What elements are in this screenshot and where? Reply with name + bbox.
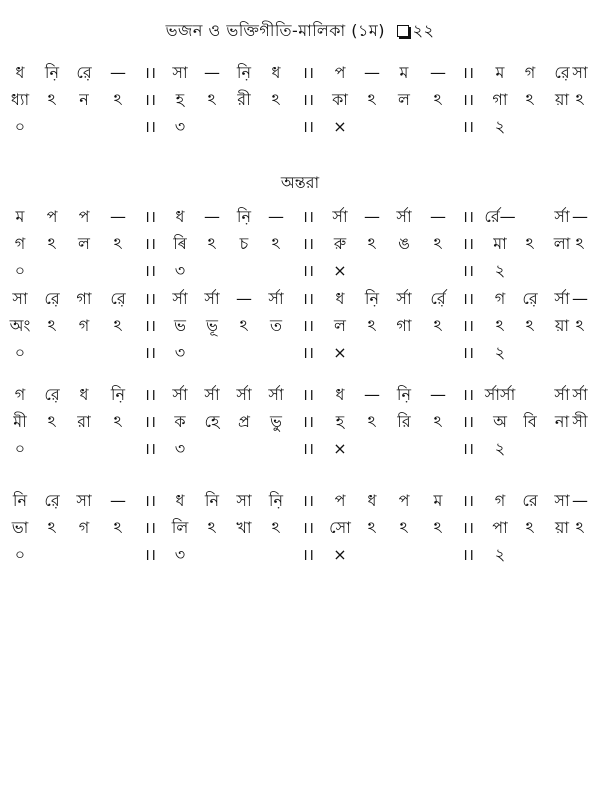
notation-cell: সী [572,412,588,431]
bar-line: ।। [461,518,475,537]
bar-line: ।। [461,63,475,82]
notation-cell: র্সা [572,385,588,404]
notation-cell: ধ [367,491,377,510]
notation-cell: ল [398,90,410,109]
notation-cell: রু [333,234,347,253]
notation-cell: ম [495,63,505,82]
notation-cell: ০ [14,439,26,458]
notation-cell: র্সা [172,385,188,404]
notation-cell: ২ [494,343,506,362]
notation-cell: রে [522,491,538,510]
notation-cell: ঽ [271,234,281,253]
notation-cell: ২ [494,117,506,136]
notation-cell: ৩ [174,343,186,362]
bar-line: ।। [143,518,157,537]
bar-line: ।। [143,207,157,226]
notation-cell: ধ [175,491,185,510]
bar-line: ।। [461,412,475,431]
notation-cell: ভু [270,412,282,431]
notation-cell: গ [14,385,26,404]
notation-cell: র্সা [204,289,220,308]
notation-cell: ঽ [367,412,377,431]
notation-cell: ঽ [433,316,443,335]
notation-cell: ৰি [173,234,187,253]
notation-cell: প্র [238,412,250,431]
notation-cell: — [204,207,220,226]
notation-cell: ধ [15,63,25,82]
notation-cell: সা [554,491,570,510]
lyric-row [0,517,600,539]
bar-line: ।। [143,439,157,458]
page-header [0,18,600,45]
notation-cell: র্সা [204,385,220,404]
notation-cell: — [110,491,126,510]
notation-cell: খা [236,518,252,537]
notation-cell: গা [396,316,412,335]
notation-cell: ঽ [271,518,281,537]
bar-line: ।। [461,439,475,458]
notation-cell: ন [79,90,89,109]
bar-line: ।। [461,491,475,510]
notation-cell: র্সা [268,289,284,308]
notation-cell: — [268,207,284,226]
bar-line: ।। [143,385,157,404]
notation-cell: রে় [76,63,92,82]
bar-line: ।। [143,261,157,280]
notation-cell: হ [335,412,345,431]
notation-cell: নি় [110,385,126,404]
notation-cell: — [430,63,446,82]
notation-cell: ঽ [575,90,585,109]
notation-cell: রে় [522,289,538,308]
notation-cell: অ [493,412,507,431]
bar-line: ।। [301,385,315,404]
notation-cell: ধ্যা [10,90,30,109]
notation-cell: সা [76,491,92,510]
bar-line: ।। [143,63,157,82]
notation-cell: রে় [44,289,60,308]
bar-line: ।। [143,90,157,109]
notation-cell: গা [76,289,92,308]
notation-cell: ঽ [433,518,443,537]
notation-cell: রে় [44,491,60,510]
notation-cell: না [554,412,570,431]
notation-cell: র্সা [332,207,348,226]
notation-cell: রী [237,90,251,109]
notation-cell: নি় [236,63,252,82]
lyric-row [0,233,600,255]
notation-cell: — [572,289,588,308]
notation-cell: হ [175,90,185,109]
notation-cell: ঽ [207,234,217,253]
notation-cell: গ [524,63,536,82]
notation-cell: ২ [494,439,506,458]
bar-line: ।। [143,289,157,308]
notation-cell: × [333,545,347,564]
notation-cell: ধ [271,63,281,82]
notation-cell: ধ [175,207,185,226]
notation-cell: ম [433,491,443,510]
swara-row [0,206,600,228]
tala-row [0,342,600,364]
notation-cell: র্সা [236,385,252,404]
notation-cell: নি [204,491,220,510]
notation-cell: — [236,289,252,308]
notation-cell: ঽ [495,316,505,335]
bar-line: ।। [301,316,315,335]
notation-cell: ৩ [174,439,186,458]
notation-cell: য়া [554,316,570,335]
notation-cell: ৩ [174,261,186,280]
notation-cell: ঽ [433,234,443,253]
notation-cell: রে় [110,289,126,308]
notation-cell: × [333,439,347,458]
notation-cell: গ [494,289,506,308]
notation-cell: ২ [494,545,506,564]
notation-cell: ভূ [206,316,218,335]
notation-cell: ঽ [525,518,535,537]
notation-cell: গ [78,518,90,537]
notation-cell: × [333,343,347,362]
bar-line: ।। [301,289,315,308]
notation-cell: ঽ [239,316,249,335]
notation-cell: য়া [554,90,570,109]
notation-cell: মী [13,412,27,431]
notation-cell: — [572,491,588,510]
notation-cell: ভ [174,316,186,335]
notation-cell: × [333,261,347,280]
bar-line: ।। [461,90,475,109]
notation-cell: সা [172,63,188,82]
notation-cell: রা [77,412,91,431]
notation-cell: নি় [268,491,284,510]
notation-cell: পা [492,518,508,537]
notation-cell: ঽ [367,518,377,537]
notation-cell: প [334,491,346,510]
notation-cell: ত [269,316,283,335]
notation-cell: নি় [396,385,412,404]
bar-line: ।। [461,289,475,308]
notation-cell: রে় [554,63,570,82]
notation-cell: ম [15,207,25,226]
notation-cell: ঽ [113,412,123,431]
notation-cell: ঽ [47,412,57,431]
notation-cell: ২ [494,261,506,280]
notation-cell: ভা [11,518,29,537]
notation-cell: র্সার্সা [484,385,516,404]
bar-line: ।। [143,491,157,510]
bar-line: ।। [461,207,475,226]
notation-cell: ঽ [47,316,57,335]
lyric-row [0,315,600,337]
notation-cell: ঽ [433,412,443,431]
notation-cell: ঽ [575,316,585,335]
bar-line: ।। [461,117,475,136]
notation-cell: হে [204,412,220,431]
notation-cell: ঽ [399,518,409,537]
notation-cell: নি় [364,289,380,308]
notation-cell: — [110,63,126,82]
notation-cell: ঽ [113,90,123,109]
notation-cell: সো [329,518,351,537]
notation-cell: ধ [335,385,345,404]
notation-cell: ঽ [47,518,57,537]
notation-cell: ধ [335,289,345,308]
notation-cell: ৩ [174,117,186,136]
tala-row [0,544,600,566]
notation-cell: মা [493,234,507,253]
swara-row [0,490,600,512]
bar-line: ।। [301,234,315,253]
bar-line: ।। [301,90,315,109]
bar-line: ।। [301,518,315,537]
lyric-row [0,89,600,111]
notation-cell: ঽ [575,234,585,253]
notation-cell: র্রে় [430,289,446,308]
bar-line: ।। [301,439,315,458]
notation-cell: র্সা [396,207,412,226]
notation-cell: প [398,491,410,510]
notation-cell: ঽ [113,234,123,253]
notation-cell: — [430,207,446,226]
bar-line: ।। [301,63,315,82]
notation-cell: সা [236,491,252,510]
notation-cell: র্সা [554,385,570,404]
notation-cell: ০ [14,343,26,362]
notation-cell: গ [494,491,506,510]
notation-cell: নি [12,491,28,510]
notation-cell: র্সা [554,289,570,308]
notation-cell: ০ [14,545,26,564]
notation-cell: চ [239,234,249,253]
bar-line: ।। [461,234,475,253]
notation-cell: ঽ [113,518,123,537]
notation-cell: লা [553,234,571,253]
section-title: অন্তরা [280,173,320,192]
bar-line: ।। [461,316,475,335]
notation-cell: — [364,385,380,404]
notation-cell: গ [14,234,26,253]
notation-cell: গা [492,90,508,109]
notation-cell: ঽ [367,316,377,335]
bar-line: ।। [143,545,157,564]
notation-cell: র্রে— [484,207,516,226]
notation-cell: ০ [14,261,26,280]
bar-line: ।। [301,412,315,431]
notation-cell: ০ [14,117,26,136]
swara-row [0,62,600,84]
bar-line: ।। [143,412,157,431]
notation-cell: অং [9,316,31,335]
notation-cell: ক [174,412,186,431]
notation-cell: ধ [79,385,89,404]
notation-cell: র্সা [172,289,188,308]
bar-line: ।। [301,343,315,362]
bar-line: ।। [461,385,475,404]
lyric-row [0,411,600,433]
book-title: ভজন ও ভক্তিগীতি-মালিকা [165,21,346,40]
notation-cell: × [333,117,347,136]
notation-cell: — [364,207,380,226]
bar-line: ।। [301,491,315,510]
notation-cell: বি [523,412,537,431]
tala-row [0,260,600,282]
notation-cell: ঽ [525,234,535,253]
notation-cell: নি় [44,63,60,82]
notation-cell: রি [397,412,411,431]
bar-line: ।। [301,117,315,136]
notation-cell: য়া [554,518,570,537]
notation-cell: ল [334,316,346,335]
notation-cell: র্সা [396,289,412,308]
notation-cell: ঽ [575,518,585,537]
notation-cell: র্সা [268,385,284,404]
notation-cell: রে় [44,385,60,404]
bar-line: ।। [143,343,157,362]
bar-line: ।। [301,261,315,280]
notation-cell: ঽ [525,316,535,335]
notation-cell: ঽ [207,90,217,109]
notation-cell: ঽ [47,234,57,253]
notation-cell: কা [332,90,348,109]
notation-cell: প [46,207,58,226]
tala-row [0,438,600,460]
notation-cell: সা [12,289,28,308]
notation-cell: — [364,63,380,82]
notation-cell: র্সা [554,207,570,226]
notation-cell: ঙ [398,234,410,253]
swara-row [0,384,600,406]
notation-cell: ল [78,234,90,253]
notation-cell: ৩ [174,545,186,564]
notation-cell: লি [171,518,189,537]
notation-cell: ঽ [47,90,57,109]
notation-cell: গ [78,316,90,335]
bar-line: ।। [143,234,157,253]
notation-cell: — [572,207,588,226]
volume-label: (১ম) [351,21,385,40]
notation-cell: ম [399,63,409,82]
bar-line: ।। [143,316,157,335]
bar-line: ।। [301,207,315,226]
notation-cell: — [204,63,220,82]
square-icon [397,25,409,37]
notation-cell: ঽ [271,90,281,109]
notation-cell: সা [572,63,588,82]
bar-line: ।। [461,545,475,564]
notation-cell: — [430,385,446,404]
notation-cell: প [334,63,346,82]
notation-cell: ঽ [367,90,377,109]
bar-line: ।। [143,117,157,136]
bar-line: ।। [461,261,475,280]
notation-cell: — [110,207,126,226]
notation-cell: ঽ [367,234,377,253]
notation-cell: ঽ [207,518,217,537]
tala-row [0,116,600,138]
page-number: ২২ [412,21,435,40]
notation-cell: ঽ [433,90,443,109]
notation-cell: নি় [236,207,252,226]
swara-row [0,288,600,310]
notation-cell: ঽ [113,316,123,335]
bar-line: ।। [301,545,315,564]
notation-cell: প [78,207,90,226]
notation-cell: ঽ [525,90,535,109]
bar-line: ।। [461,343,475,362]
